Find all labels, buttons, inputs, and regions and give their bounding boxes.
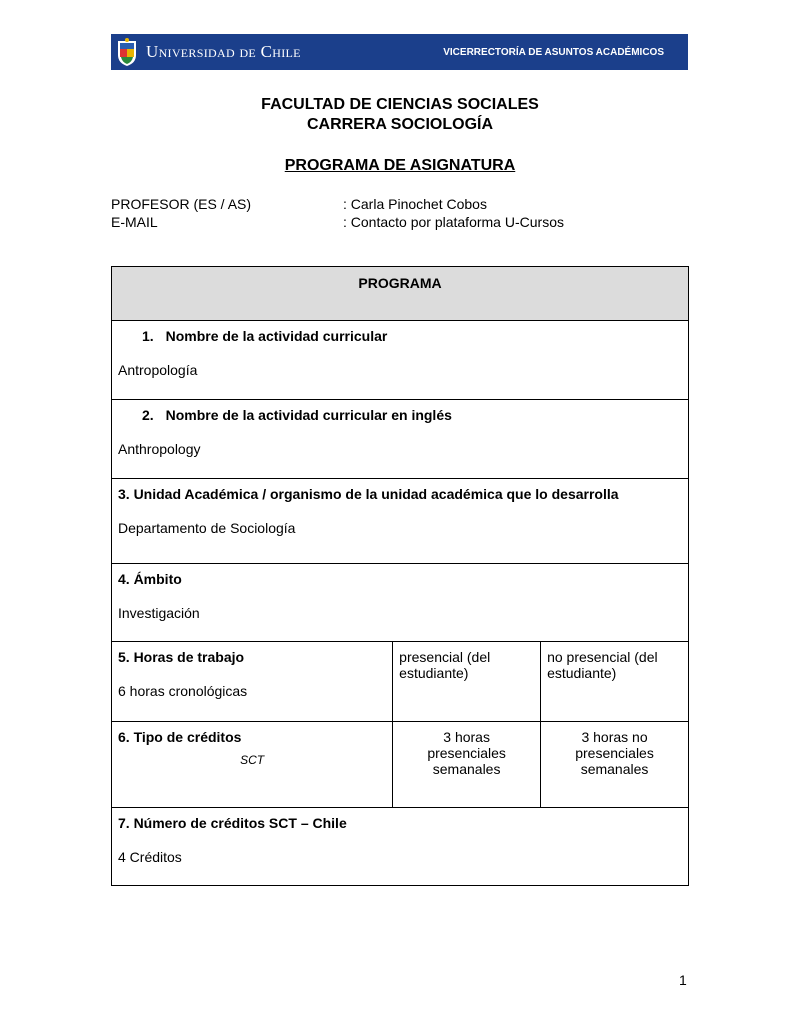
program-table [111, 266, 689, 886]
section-activity-name [112, 321, 689, 400]
section-1-value: Antropología [118, 362, 198, 378]
university-crest-icon [116, 37, 138, 67]
no-presencial-label: no presencial (del estudiante) [547, 649, 658, 681]
section-2-value: Anthropology [118, 441, 201, 457]
section-4-label: 4. Ámbito [118, 571, 182, 587]
faculty-title: FACULTAD DE CIENCIAS SOCIALES [261, 96, 539, 113]
section-2-heading [142, 407, 682, 423]
section-work-hours [112, 642, 393, 722]
email-value: : Contacto por plataforma U-Cursos [343, 214, 564, 230]
presencial-label: presencial (del estudiante) [399, 649, 491, 681]
vice-rector-label: VICERRECTORÍA DE ASUNTOS ACADÉMICOS [443, 46, 664, 58]
email-label: E-MAIL [111, 214, 158, 230]
no-presencial-hours-value: 3 horas no presenciales semanales [575, 729, 654, 777]
section-1-label: Nombre de la actividad curricular [165, 328, 388, 344]
professor-row [111, 196, 487, 212]
professor-label: PROFESOR (ES / AS) [111, 196, 252, 212]
credit-no-presencial-hours [541, 722, 689, 808]
work-hours-no-presencial [541, 642, 689, 722]
page-number: 1 [679, 972, 687, 988]
section-academic-unit [112, 479, 689, 564]
email-row [111, 214, 564, 230]
section-scope [112, 564, 689, 642]
work-hours-presencial [393, 642, 541, 722]
section-7-value: 4 Créditos [118, 849, 182, 865]
program-table-header: PROGRAMA [112, 267, 689, 321]
university-name: Universidad de Chile [146, 42, 301, 61]
section-3-label: 3. Unidad Académica / organismo de la unidad académica que lo desarrolla [118, 486, 619, 502]
section-credit-type [112, 722, 393, 808]
section-sct-credits [112, 808, 689, 886]
university-banner [111, 34, 688, 70]
faculty-heading [0, 95, 800, 135]
section-3-value: Departamento de Sociología [118, 520, 296, 536]
section-5-value: 6 horas cronológicas [118, 683, 248, 699]
section-english-name [112, 400, 689, 479]
program-title: PROGRAMA DE ASIGNATURA [284, 157, 516, 174]
section-2-label: Nombre de la actividad curricular en inglés [165, 407, 452, 423]
section-1-number: 1. [142, 328, 154, 344]
section-5-label: 5. Horas de trabajo [118, 649, 245, 665]
presencial-hours-value: 3 horas presenciales semanales [427, 729, 506, 777]
professor-value: : Carla Pinochet Cobos [343, 196, 487, 212]
career-title: CARRERA SOCIOLOGÍA [306, 116, 494, 133]
credit-presencial-hours [393, 722, 541, 808]
section-6-label: 6. Tipo de créditos [118, 729, 242, 745]
section-6-value: SCT [240, 753, 265, 767]
section-2-number: 2. [142, 407, 154, 423]
section-4-value: Investigación [118, 605, 200, 621]
section-7-label: 7. Número de créditos SCT – Chile [118, 815, 347, 831]
section-1-heading [142, 328, 682, 344]
